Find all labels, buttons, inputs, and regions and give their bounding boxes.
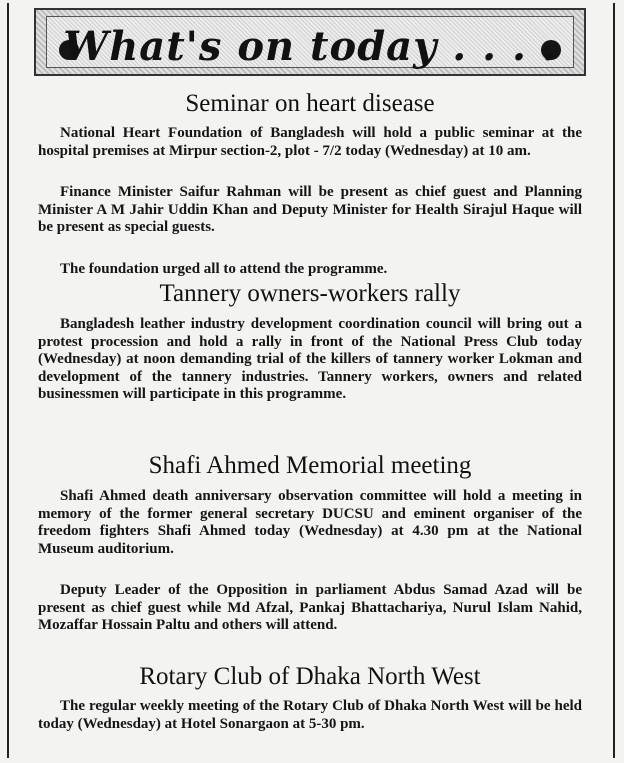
item-heading-seminar: Seminar on heart disease [185,90,435,117]
banner-inner [46,16,574,68]
item-paragraph: Finance Minister Saifur Rahman will be present as chief guest and Planning Minister A M Jahir Uddin Khan and Deputy Minister for Health Sirajul Haque will be present as special guests. [38,184,582,235]
item-heading-shafi-ahmed: Shafi Ahmed Memorial meeting [148,452,472,479]
item-paragraph: The regular weekly meeting of the Rotary Club of Dhaka North West will be held today (Wednesday) at Hotel Sonargaon at 5-30 pm. [38,698,582,732]
item-paragraph: Deputy Leader of the Opposition in parliament Abdus Samad Azad will be present as chief guest while Md Afzal, Pankaj Bhattachariya, Nurul Islam Nahid, Mozaffar Hossain Paltu and others will attend. [38,582,582,633]
item-heading-tannery: Tannery owners-workers rally [159,280,461,307]
item-paragraph: National Heart Foundation of Bangladesh will hold a public seminar at the hospital premises at Mirpur section-2, plot - 7/2 today (Wednesday) at 10 am. [38,125,582,159]
section-banner [34,8,586,76]
item-paragraph: The foundation urged all to attend the programme. [60,261,388,277]
page-title: What's on today . . . . [63,23,557,70]
item-paragraph: Bangladesh leather industry development coordination council will bring out a protest procession and hold a rally in front of the National Press Club today (Wednesday) at noon demanding trial of the killers of tannery worker Lokman and development of the tannery industries. Tannery workers, owners and related businessmen will participate in this programme. [38,316,582,402]
item-paragraph: Shafi Ahmed death anniversary observation committee will hold a meeting in memory of the former general secretary DUCSU and eminent organiser of the freedom fighters Shafi Ahmed today (Wednesday) at 4.30 pm at the National Museum auditorium. [38,488,582,557]
item-heading-rotary-club: Rotary Club of Dhaka North West [139,663,481,690]
